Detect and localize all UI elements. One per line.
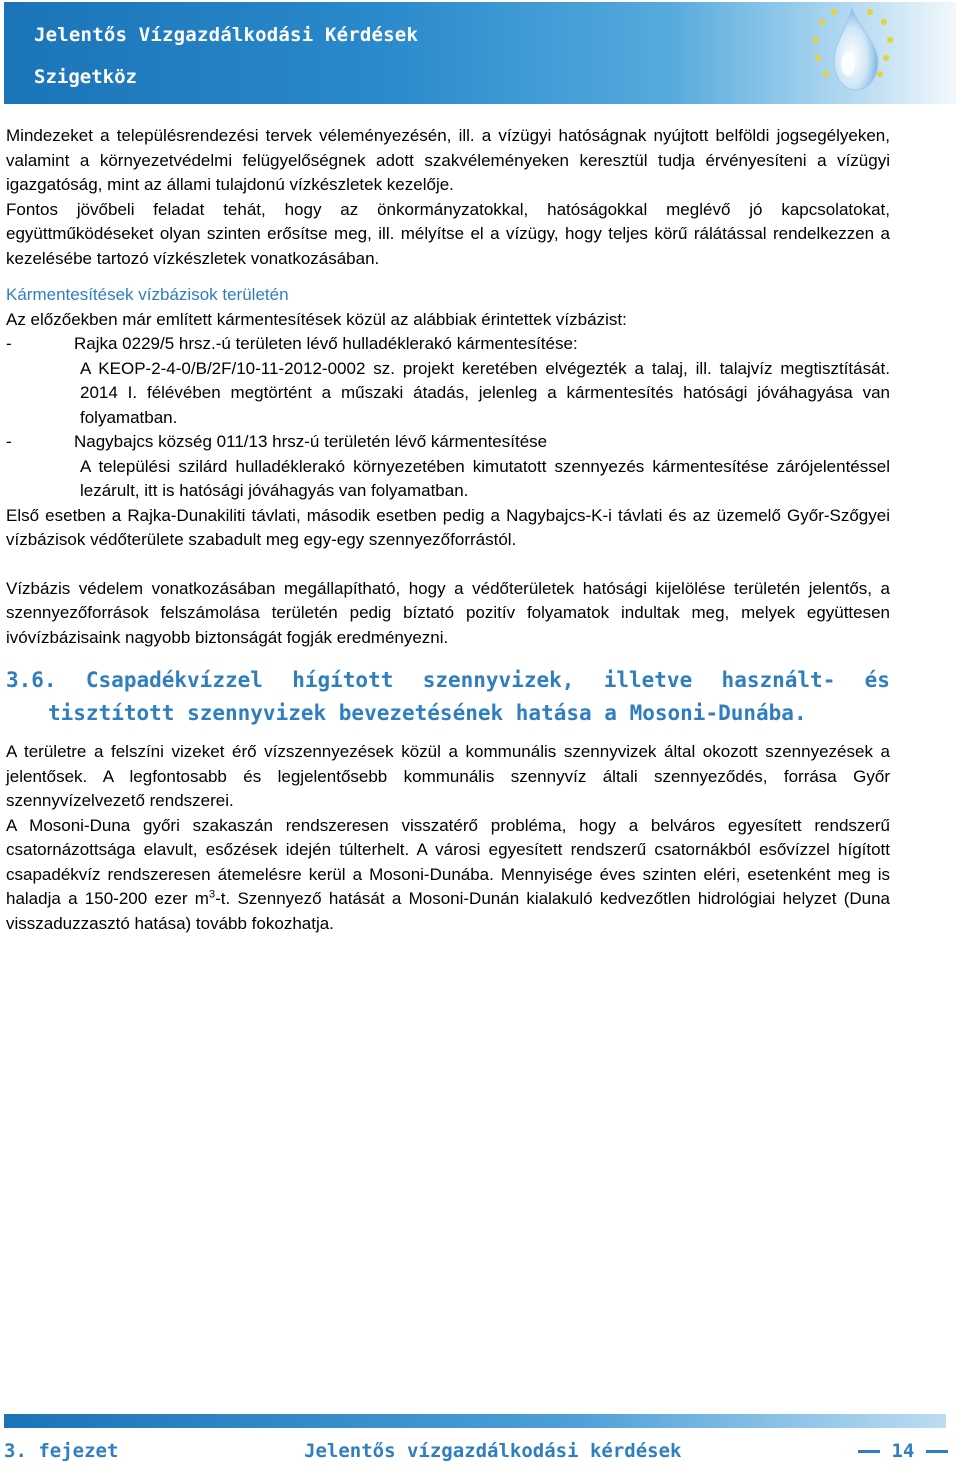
section-word: és (864, 668, 890, 692)
footer-bar-left (858, 1450, 880, 1453)
document-body (6, 124, 890, 936)
section-word: hígított (292, 668, 394, 692)
footer-page (858, 1440, 948, 1462)
paragraph-1: Mindezeket a településrendezési tervek véleményezésén, ill. a vízügyi hatóságnak nyújtott belföldi jogsegélyeken, valamint a környezetvédelmi felügyelőségnek adott szakvéleményeken keresztül tudja érvényesíteni a vízügyi igazgatóság, mint az állami tulajdonú vízkészletek kezelője. (6, 126, 890, 194)
section-word: illetve (603, 668, 693, 692)
list-item-2-head (6, 430, 890, 455)
footer-divider (4, 1414, 946, 1428)
paragraph-7-part-b: -t. Szennyező hatását a Mosoni-Dunán kialakuló kedvezőtlen hidrológiai helyzet (Duna visszaduzzasztó hatása) tovább fokozhatja. (6, 889, 891, 933)
paragraph-7-part-a: A Mosoni-Duna győri szakaszán rendszeresen visszatérő probléma, hogy a belváros egyesített rendszerű csatornázottsága elavult, esőzések idején túlterhelt. A városi egyesített rendszerű csatornákból esővízzel hígított csapadékvíz rendszeresen átemelésre kerül a Mosoni-Dunába. Mennyisége éves szinten eléri, esetenként meg is haladja a 150-200 ezer m (6, 815, 890, 908)
paragraph-6: A területre a felszíni vizeket érő vízszennyezések közül a kommunális szennyvizek által okozott szennyezések a jelentősek. A legfontosabb és legjelentősebb kommunális szennyvíz általi szennyeződés, forrása Győr szennyvízelvezető rendszerei. (6, 742, 890, 810)
section-word: Csapadékvízzel (85, 668, 263, 692)
paragraph-7 (6, 814, 890, 937)
section-word: használt- (721, 668, 836, 692)
list-item-2-title: Nagybajcs község 011/13 hrsz-ú területén lévő kármentesítése (74, 432, 548, 451)
footer-bar-right (926, 1450, 948, 1453)
footer-title: Jelentős vízgazdálkodási kérdések (304, 1440, 682, 1462)
list-item-1-title: Rajka 0229/5 hrsz.-ú területen lévő hulladéklerakó kármentesítése: (74, 334, 578, 353)
paragraph-2: Fontos jövőbeli feladat tehát, hogy az önkormányzatokkal, hatóságokkal meglévő jó kapcsolatokat, együttműködéseket olyan szinten erősítse meg, ill. mélyítse el a vízügy, hogy teljes körű rálátással rendelkezzen a kezelésébe tartozó vízkészletek vonatkozásában. (6, 199, 890, 268)
section-heading-line-1 (6, 664, 890, 697)
list-dash: - (6, 334, 12, 353)
list-item-2-body: A települési szilárd hulladéklerakó környezetében kimutatott szennyezés kármentesítése zárójelentéssel lezárult, itt is hatósági jóváhagyás van folyamatban. (80, 456, 890, 500)
section-word: szennyvizek, (422, 668, 575, 692)
page-number: 14 (891, 1440, 915, 1462)
section-heading-line-2: tisztított szennyvizek bevezetésének hatása a Mosoni-Dunába. (48, 701, 807, 725)
list-item-1-head (6, 332, 890, 357)
paragraph-4: Első esetben a Rajka-Dunakiliti távlati, második esetben pedig a Nagybajcs-K-i távlati és az üzemelő Győr-Szőgyei vízbázisok védőterülete szabadult meg egy-egy szennyezőforrástól. (6, 505, 890, 549)
list-dash: - (6, 432, 12, 451)
paragraph-5: Vízbázis védelem vonatkozásában megállapítható, hogy a védőterületek hatósági kijelölése területén jelentős, a szennyezőforrások felszámolása területén pedig bíztató pozitív folyamatok indultak meg, melyek együttesen ivóvízbázisaink nagyobb biztonságát fogják eredményezni. (6, 578, 890, 647)
list-item-1-body: A KEOP-2-4-0/B/2F/10-11-2012-0002 sz. projekt keretében elvégezték a talaj, ill. talajvíz megtisztítását. 2014 I. félévében megtörtént a műszaki átadás, jelenleg a kármentesítés hatósági jóváhagyása van folyamatban. (80, 358, 890, 427)
footer-chapter: 3. fejezet (4, 1440, 119, 1462)
section-number: 3.6. (6, 668, 57, 692)
header-subtitle: Szigetköz (34, 66, 137, 88)
superscript-3: 3 (208, 888, 216, 901)
section-heading-3-6 (6, 664, 890, 730)
water-drop-logo-icon (800, 0, 950, 104)
paragraph-3: Az előzőekben már említett kármentesítések közül az alábbiak érintettek vízbázist: (6, 309, 627, 329)
header-title: Jelentős Vízgazdálkodási Kérdések (34, 24, 419, 46)
subheading-karmentesitesek: Kármentesítések vízbázisok területén (6, 285, 289, 304)
